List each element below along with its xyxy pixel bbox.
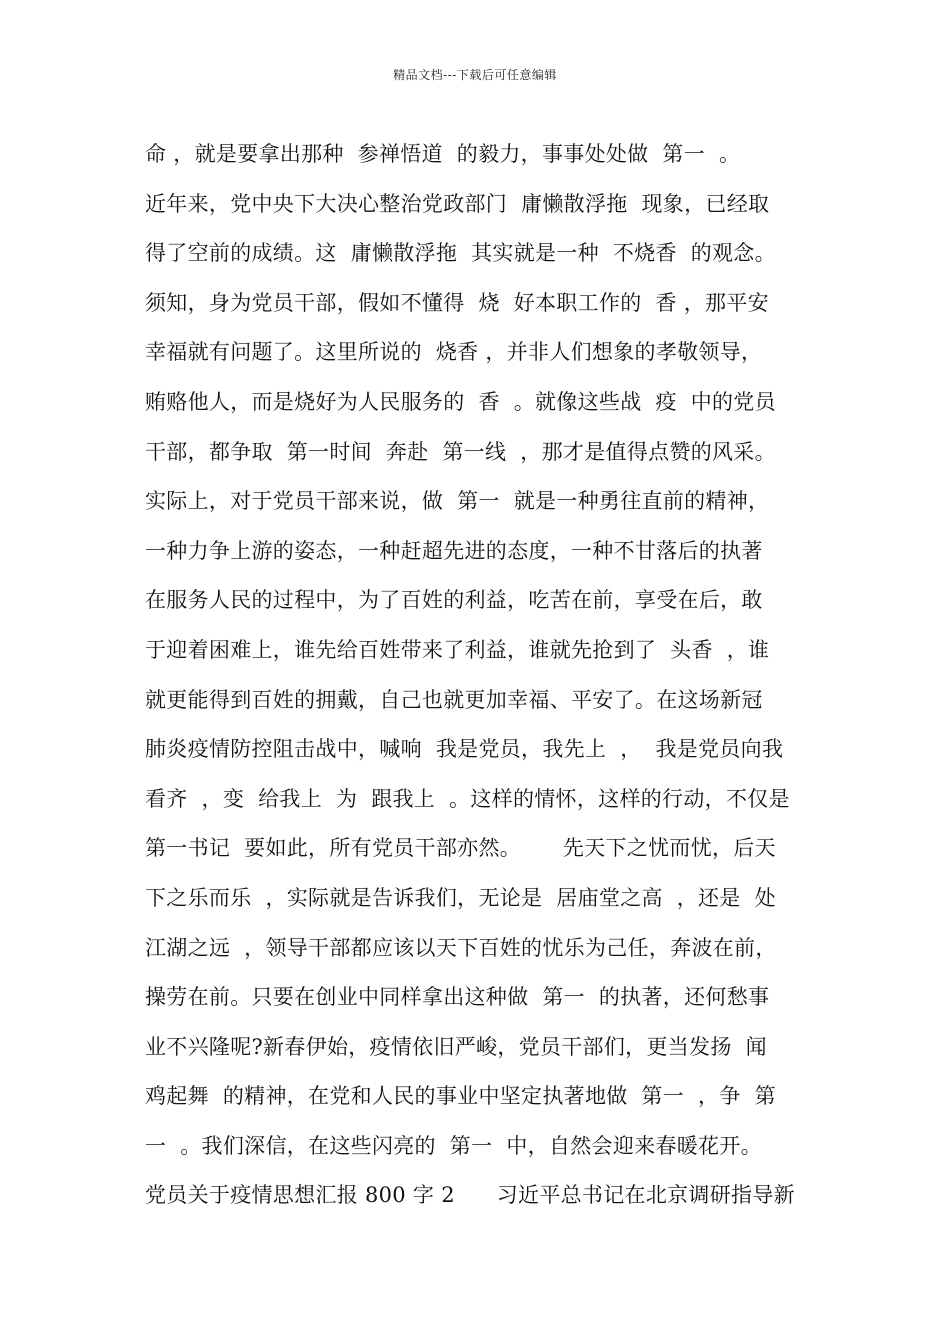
document-body — [145, 130, 810, 1221]
text-line: 得了空前的成绩。这 庸懒散浮拖 其实就是一种 不烧香 的观念。 — [145, 241, 776, 266]
text-line: 下之乐而乐 ，实际就是告诉我们，无论是 居庙堂之高 ，还是 处 — [145, 885, 776, 910]
text-line: 实际上，对于党员干部来说，做 第一 就是一种勇往直前的精神， — [145, 489, 770, 514]
text-line: 党员关于疫情思想汇报 800 字 2 习近平总书记在北京调研指导新 — [145, 1183, 795, 1208]
text-line: 一 。我们深信，在这些闪亮的 第一 中，自然会迎来春暖花开。 — [145, 1133, 762, 1158]
text-line: 看齐 ，变 给我上 为 跟我上 。这样的情怀，这样的行动，不仅是 — [145, 786, 790, 811]
text-line: 鸡起舞 的精神，在党和人民的事业中坚定执著地做 第一 ，争 第 — [145, 1084, 776, 1109]
text-line: 操劳在前。只要在创业中同样拿出这种做 第一 的执著，还何愁事 — [145, 985, 770, 1010]
text-line: 肺炎疫情防控阻击战中，喊响 我是党员，我先上 ， 我是党员向我 — [145, 737, 784, 762]
text-line: 在服务人民的过程中，为了百姓的利益，吃苦在前，享受在后，敢 — [145, 588, 763, 613]
text-line: 就更能得到百姓的拥戴，自己也就更加幸福、平安了。在这场新冠 — [145, 687, 763, 712]
text-line: 贿赂他人，而是烧好为人民服务的 香 。就像这些战 疫 中的党员 — [145, 389, 776, 414]
text-line: 于迎着困难上，谁先给百姓带来了利益，谁就先抢到了 头香 ，谁 — [145, 637, 770, 662]
text-line: 第一书记 要如此，所有党员干部亦然。 先天下之忧而忧，后天 — [145, 836, 776, 861]
text-line: 近年来，党中央下大决心整治党政部门 庸懒散浮拖 现象，已经取 — [145, 191, 770, 216]
text-line: 江湖之远 ，领导干部都应该以天下百姓的忧乐为己任，奔波在前， — [145, 935, 777, 960]
text-line: 命 ，就是要拿出那种 参禅悟道 的毅力，事事处处做 第一 。 — [145, 142, 741, 166]
text-line: 一种力争上游的姿态，一种赶超先进的态度，一种不甘落后的执著 — [145, 538, 763, 563]
text-line: 业不兴隆呢?新春伊始，疫情依旧严峻，党员干部们，更当发扬 闻 — [145, 1034, 767, 1059]
text-line: 干部，都争取 第一时间 奔赴 第一线 ，那才是值得点赞的风采。 — [145, 439, 776, 464]
text-line: 须知，身为党员干部，假如不懂得 烧 好本职工作的 香 ，那平安 — [145, 290, 769, 315]
page-header: 精品文档---下载后可任意编辑 — [393, 68, 557, 82]
text-line: 幸福就有问题了。这里所说的 烧香 ，并非人们想象的孝敬领导， — [145, 340, 763, 365]
